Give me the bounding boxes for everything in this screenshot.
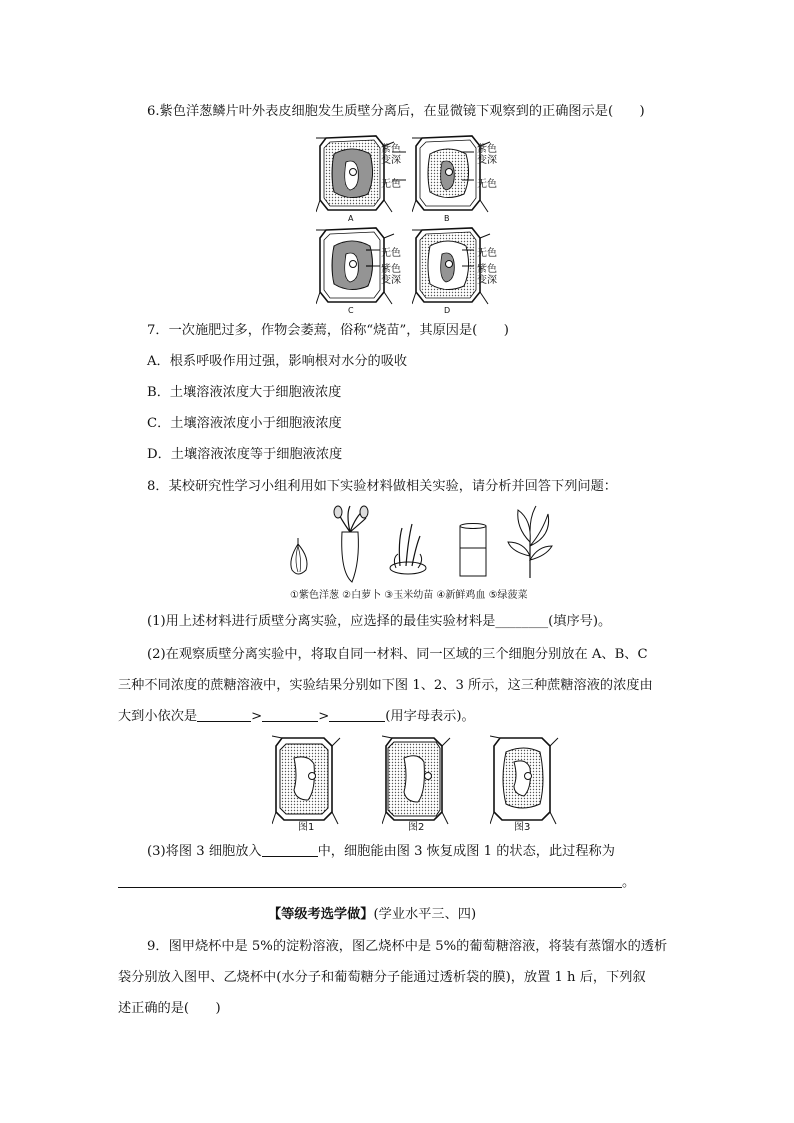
q6-d-label-purple: 紫色 变深 bbox=[477, 264, 497, 286]
answer-blank-5[interactable] bbox=[118, 873, 622, 888]
q6-a-label-purple: 紫色 变深 bbox=[381, 144, 401, 166]
q6-a-label-colorless: 无色 bbox=[381, 179, 401, 190]
q8-figure-1-label: 图1 bbox=[298, 822, 315, 833]
beaker-icon bbox=[460, 524, 486, 577]
answer-blank-4[interactable] bbox=[262, 842, 318, 857]
q6-option-b: B bbox=[444, 214, 450, 222]
q8-figure-2 bbox=[382, 734, 452, 830]
q9-line3: 述正确的是( ) bbox=[118, 1001, 221, 1016]
answer-blank-2[interactable] bbox=[262, 707, 318, 722]
answer-blank-1[interactable] bbox=[197, 707, 251, 722]
q6-c-label-purple: 紫色 变深 bbox=[381, 264, 401, 286]
q8-sub1: (1)用上述材料进行质壁分离实验，应选择的最佳实验材料是________(填序号)。 bbox=[147, 614, 612, 629]
q8-figure-2-label: 图2 bbox=[408, 822, 425, 833]
q7-choice-b: B．土壤溶液浓度大于细胞液浓度 bbox=[147, 385, 342, 400]
q6-b-label-colorless: 无色 bbox=[477, 179, 497, 190]
q7-choice-c: C．土壤溶液浓度小于细胞液浓度 bbox=[147, 416, 342, 431]
q8-sub3-line2: 。 bbox=[118, 873, 635, 893]
q9-line2: 袋分别放入图甲、乙烧杯中(水分子和葡萄糖分子能通过透析袋的膜)，放置 1 h 后，下列叙 bbox=[118, 970, 646, 985]
q8-figure-3-label: 图3 bbox=[514, 822, 531, 833]
q8-figure-3 bbox=[490, 734, 560, 830]
q6-c-label-colorless: 无色 bbox=[381, 248, 401, 259]
q8-sub2-line2: 三种不同浓度的蔗糖溶液中，实验结果分别如下图 1、2、3 所示，这三种蔗糖溶液的浓度由 bbox=[118, 678, 653, 693]
radish-icon bbox=[334, 506, 368, 582]
q8-materials-caption: ①紫色洋葱 ②白萝卜 ③玉米幼苗 ④新鲜鸡血 ⑤绿菠菜 bbox=[290, 590, 528, 601]
q7-stem: 7．一次施肥过多，作物会萎蔫，俗称“烧苗”，其原因是( ) bbox=[147, 323, 509, 338]
q9-line1: 9．图甲烧杯中是 5%的淀粉溶液，图乙烧杯中是 5%的葡萄糖溶液，将装有蒸馏水的透析 bbox=[147, 939, 668, 954]
q8-sub2-line1: (2)在观察质壁分离实验中，将取自同一材料、同一区域的三个细胞分别放在 A、B、C bbox=[147, 647, 648, 662]
q6-stem: 6.紫色洋葱鳞片叶外表皮细胞发生质壁分离后，在显微镜下观察到的正确图示是( ) bbox=[147, 104, 645, 119]
corn-seedling-icon bbox=[390, 524, 426, 574]
q8-figure-1 bbox=[272, 734, 342, 830]
q7-choice-a: A．根系呼吸作用过强，影响根对水分的吸收 bbox=[147, 354, 408, 369]
section-heading: 【等级考选学做】(学业水平三、四) bbox=[268, 907, 477, 922]
q6-option-a: A bbox=[348, 214, 354, 222]
onion-icon bbox=[291, 538, 307, 574]
q6-b-label-purple: 紫色 变深 bbox=[477, 144, 497, 166]
q6-option-c: C bbox=[348, 306, 354, 314]
q6-option-d: D bbox=[444, 306, 451, 314]
q8-materials-figure bbox=[280, 502, 560, 584]
q8-stem: 8．某校研究性学习小组利用如下实验材料做相关实验，请分析并回答下列问题： bbox=[147, 479, 617, 494]
q8-sub3: (3)将图 3 细胞放入 中，细胞能由图 3 恢复成图 1 的状态，此过程称为 bbox=[147, 844, 615, 859]
spinach-icon bbox=[508, 506, 552, 578]
q6-d-label-colorless: 无色 bbox=[477, 248, 497, 259]
q8-sub2-line3: 大到小依次是 > > (用字母表示)。 bbox=[118, 709, 475, 724]
q7-choice-d: D．土壤溶液浓度等于细胞液浓度 bbox=[147, 447, 343, 462]
answer-blank-3[interactable] bbox=[329, 707, 385, 722]
